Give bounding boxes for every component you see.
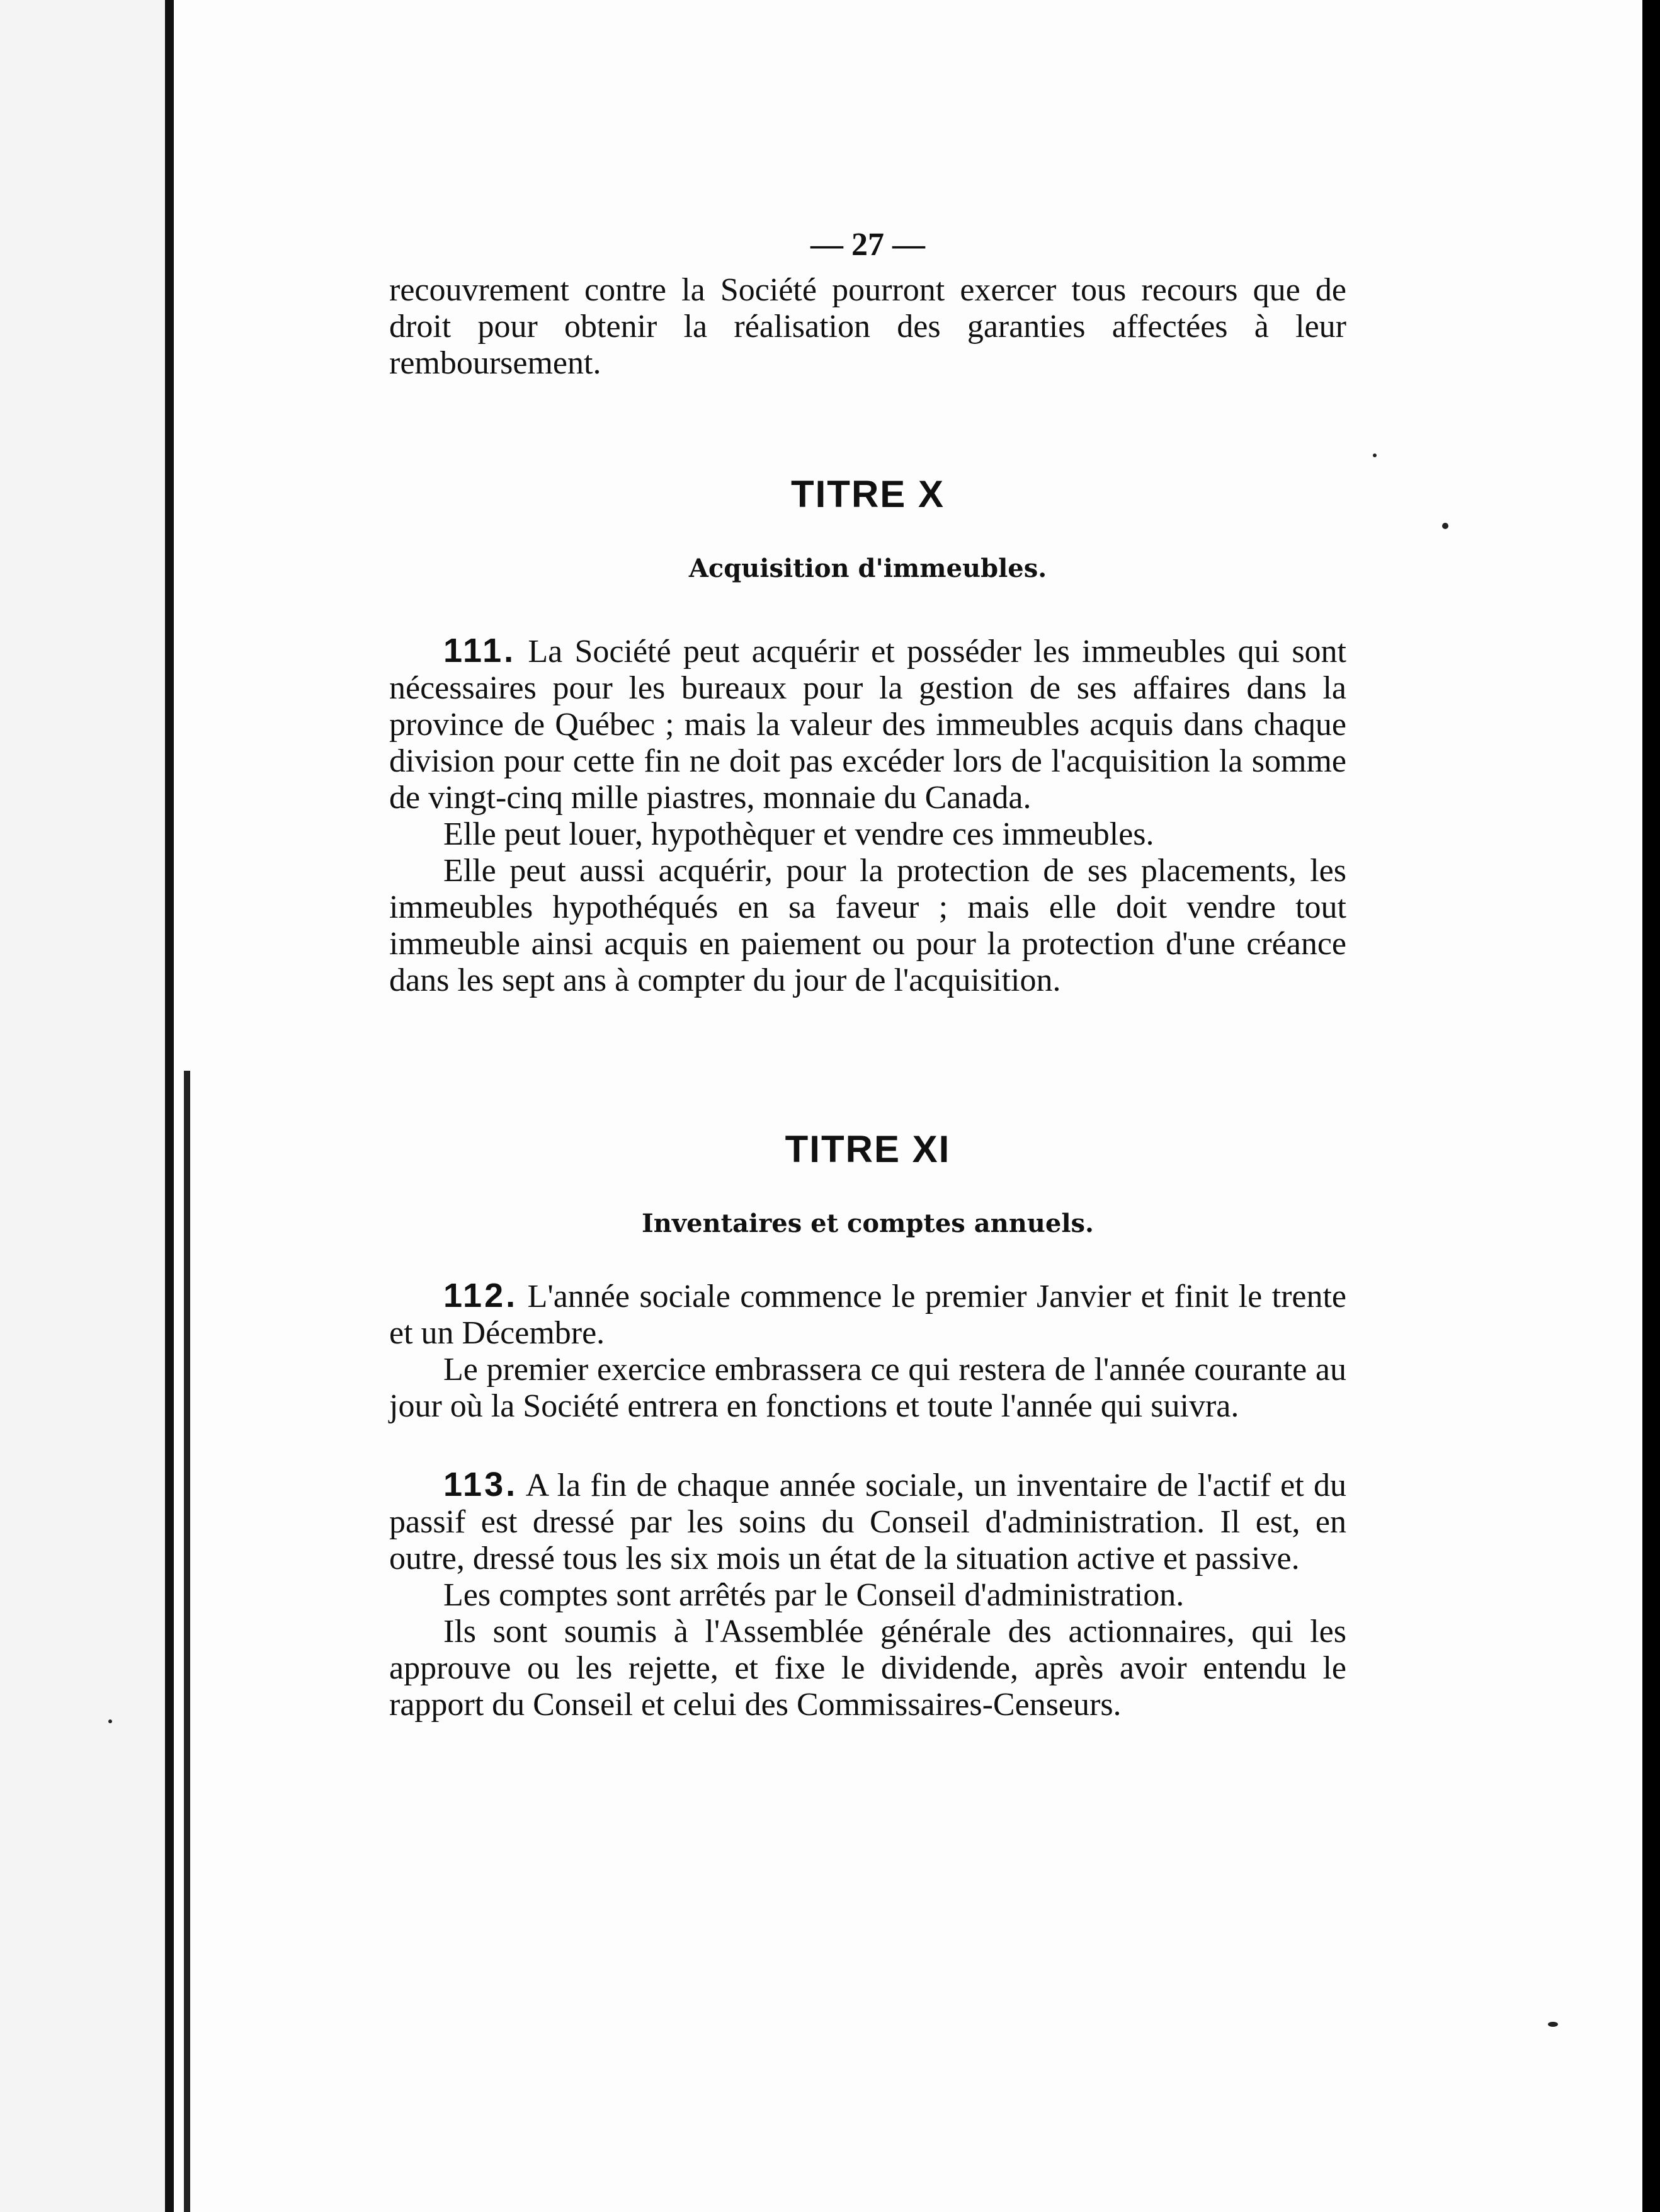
page-body (389, 227, 1346, 1723)
article-113-paragraph (389, 1466, 1346, 1577)
titre-x-heading: TITRE X (790, 473, 945, 515)
article-111-paragraph (389, 632, 1346, 816)
article-113-paragraph-3: Ils sont soumis à l'Assemblée générale des actionnaires, qui les approuve ou les rejette, et fixe le dividende, après avoir entendu le rapport du Conseil et celui des Commissaires-Censeurs. (389, 1614, 1346, 1723)
intro-paragraph: recouvrement contre la Société pourront exercer tous recours que de droit pour obtenir la réalisation des garanties affectées à leur remboursement. (389, 272, 1346, 381)
article-111-paragraph-3: Elle peut aussi acquérir, pour la protection de ses placements, les immeubles hypothéqués en sa faveur ; mais elle doit vendre tout immeuble ainsi acquis en paiement ou pour la protection d'une créance dans les sept ans à compter du jour de l'acquisition. (389, 853, 1346, 998)
page-spine-edge (165, 0, 174, 2212)
article-113-number: 113. (443, 1466, 518, 1503)
left-gutter (0, 0, 170, 2212)
scan-speck (108, 1719, 112, 1723)
page-number: — 27 — (810, 227, 925, 263)
article-112-paragraph (389, 1277, 1346, 1352)
article-111-text: La Société peut acquérir et posséder les immeubles qui sont nécessaires pour les bureaux pour la gestion de ses affaires dans la province de Québec ; mais la valeur des immeubles acquis dans chaque division pour cette fin ne doit pas excéder lors de l'acquisition la somme de vingt-cinq mille piastres, monnaie du Canada. (389, 634, 1347, 816)
article-113-paragraph-2: Les comptes sont arrêtés par le Conseil d'administration. (443, 1577, 1185, 1613)
article-111-number: 111. (443, 632, 516, 670)
article-112-number: 112. (443, 1277, 518, 1314)
scan-speck (1548, 2022, 1558, 2027)
scan-right-border (1642, 0, 1660, 2212)
article-112-text: L'année sociale commence le premier Janvier et finit le trente et un Décembre. (389, 1279, 1347, 1351)
article-111-paragraph-2: Elle peut louer, hypothèquer et vendre ces immeubles. (443, 816, 1154, 852)
article-112-paragraph-2: Le premier exercice embrassera ce qui restera de l'année courante au jour où la Société entrera en fonctions et toute l'année qui suivra. (389, 1352, 1346, 1424)
titre-xi-subtitle: Inventaires et comptes annuels. (642, 1209, 1094, 1238)
titre-xi-heading: TITRE XI (785, 1128, 951, 1170)
scan-speck (1373, 453, 1377, 457)
article-113-text: A la fin de chaque année sociale, un inventaire de l'actif et du passif est dressé par les soins du Conseil d'administration. Il est, en outre, dressé tous les six mois un état de la situation active et passive. (389, 1468, 1346, 1576)
scan-speck (1442, 523, 1448, 529)
titre-x-subtitle: Acquisition d'immeubles. (688, 554, 1047, 583)
page-spine-shadow (184, 1071, 190, 2212)
